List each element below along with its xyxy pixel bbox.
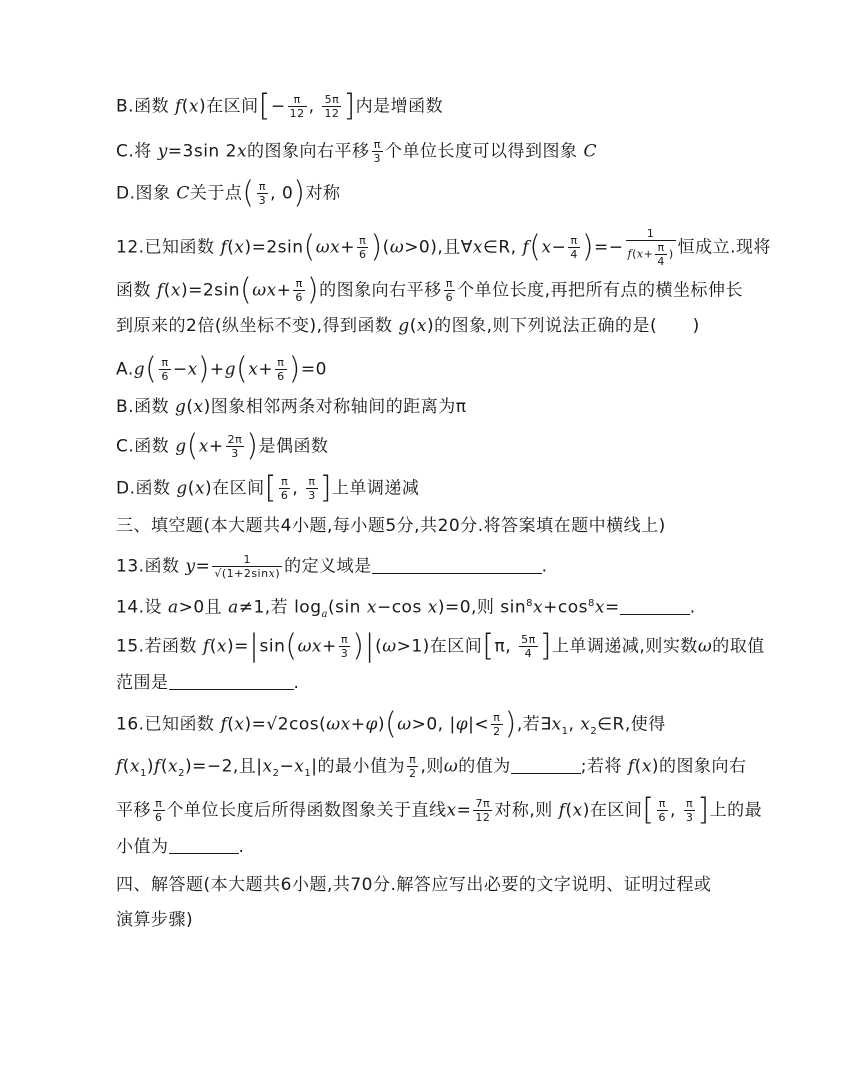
question-16: 16.已知函数 f(x)=√2cos(ωx+φ)(ω>0, |φ|< $\frac{\pi}{2}$ ),若$\exists x_1$, $x_2\in R$,使得 (116, 706, 666, 742)
option-b-12: B.函数 g(x)图象相邻两条对称轴间的距离为π (116, 397, 467, 417)
option-c-11: C.将 y=3sin 2x的图象向右平移 $\frac{\pi}{3}$ 个单位长度可以得到图象 C (116, 138, 597, 165)
section-4-heading-line-2: 演算步骤) (116, 910, 194, 930)
option-d-12: D.函数 g(x)在区间[ $\frac{\pi}{6}$ , $\frac{\pi}{3}$ ]上单调递减 (116, 470, 420, 506)
option-c-12: C.函数 g(x+ $\frac{2\pi}{3}$ )是偶函数 (116, 428, 329, 464)
question-15-line-2: 范围是 . (116, 673, 300, 693)
question-12-line-3: 到原来的2倍(纵坐标不变),得到函数 g(x)的图象,则下列说法正确的是( ) (116, 316, 700, 336)
question-15: 15.若函数 f(x)=|sin(ωx+ $\frac{\pi}{3}$ )|(ω>1)在区间[π, $\frac{5\pi}{4}$ ]上单调递减,则实数ω的取值 (116, 628, 765, 664)
section-4-heading: 四、解答题(本大题共6小题,共70分.解答应写出必要的文字说明、证明过程或 (116, 875, 712, 895)
option-a-12: A.g( $\frac{\pi}{6}$ −x)+g(x+ $\frac{\pi}{6}$ )=0 (116, 351, 327, 387)
option-b-11: B.函数 f(x)在区间[− $\frac{\pi}{12}$ , $\frac{5\pi}{12}$ ]内是增函数 (116, 88, 444, 124)
question-16-line-4: 小值为 . (116, 837, 245, 857)
question-12-line-2: 函数 f(x)=2sin(ωx+ $\frac{\pi}{6}$ )的图象向右平移 $\frac{\pi}{6}$ 个单位长度,再把所有点的横坐标伸长 (116, 272, 744, 308)
question-16-line-2: $f(x_1)f(x_2)=-2$,且$|x_2-x_1|$的最小值为 $\frac{\pi}{2}$ ,则ω的值为 ;若将 f(x)的图象向右 (116, 753, 747, 780)
question-12: 12.已知函数 f(x)=2sin(ωx+ $\frac{\pi}{6}$ )(ω>0),且∀x∈R, f(x− $\frac{\pi}{4}$ )=− 1 f(x+ $\frac{\pi}{4}$ ) 恒成立.现将 (116, 227, 772, 268)
question-16-line-3: 平移 $\frac{\pi}{6}$ 个单位长度后所得函数图象关于直线x= $\frac{7\pi}{12}$ 对称,则 f(x)在区间[ $\frac{\pi}{6}$ , $\frac{\pi}{3}$ ]上的最 (116, 792, 763, 828)
option-d-11: D.图象 C关于点( $\frac{\pi}{3}$ , 0)对称 (116, 175, 341, 211)
section-3-heading: 三、填空题(本大题共4小题,每小题5分,共20分.将答案填在题中横线上) (116, 516, 666, 536)
question-14: 14.设 a>0且 a≠1,若 $\log_a(\sin$ x−cos x)=0,则 $\sin^8x+\cos^8x=$ . (116, 597, 696, 621)
question-13: 13.函数 y= $\frac{1}{√(1+2\sin x)}$ 的定义域是 . (116, 553, 548, 580)
